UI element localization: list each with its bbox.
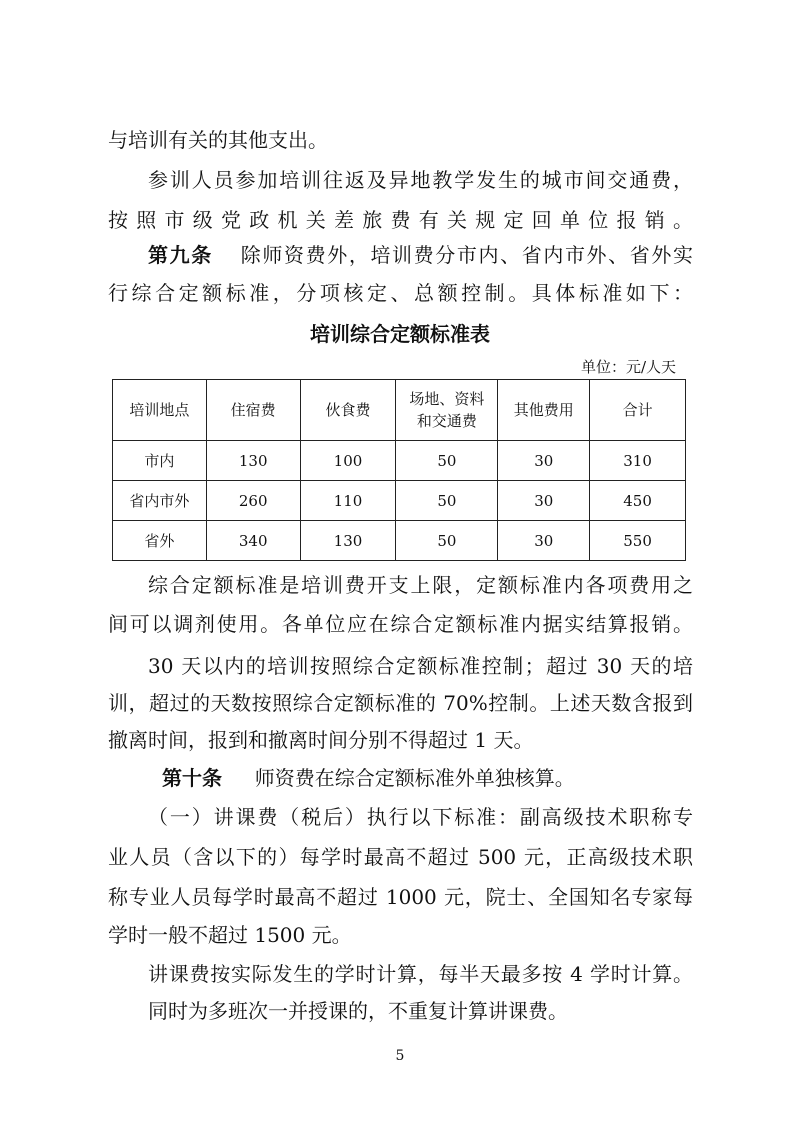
table-cell: 市内 (113, 441, 207, 481)
article-9-label: 第九条 (148, 243, 213, 267)
table-cell: 550 (590, 521, 686, 561)
text-line: 30 天以内的培训按照综合定额标准控制；超过 30 天的培 (148, 654, 693, 678)
text-line: 综合定额标准是培训费开支上限，定额标准内各项费用之 (148, 573, 693, 597)
table-cell: 110 (300, 481, 396, 521)
table-cell: 省内市外 (113, 481, 207, 521)
table-header-row (113, 380, 686, 441)
table-cell: 30 (498, 481, 590, 521)
text-line: 行综合定额标准，分项核定、总额控制。具体标准如下： (108, 281, 693, 305)
table-cell: 100 (300, 441, 396, 481)
table-cell: 省外 (113, 521, 207, 561)
table-title: 培训综合定额标准表 (310, 322, 490, 346)
text-span: 除师资费外，培训费分市内、省内市外、省外实 (240, 243, 694, 267)
table-cell: 340 (206, 521, 300, 561)
text-line: 间可以调剂使用。各单位应在综合定额标准内据实结算报销。 (108, 612, 693, 636)
table-row (113, 521, 686, 561)
text-line: 训，超过的天数按照综合定额标准的 70%控制。上述天数含报到 (108, 691, 693, 715)
text-line: （一）讲课费（税后）执行以下标准：副高级技术职称专 (148, 805, 693, 829)
text-line: 撤离时间，报到和撤离时间分别不得超过 1 天。 (108, 728, 534, 752)
column-header: 伙食费 (300, 380, 396, 441)
column-header: 合计 (590, 380, 686, 441)
column-header: 其他费用 (498, 380, 590, 441)
text-line: 按照市级党政机关差旅费有关规定回单位报销。 (108, 208, 693, 232)
table-cell: 30 (498, 521, 590, 561)
column-header: 培训地点 (113, 380, 207, 441)
text-line: 与培训有关的其他支出。 (108, 128, 328, 152)
article-9-line (148, 241, 693, 269)
text-line: 讲课费按实际发生的学时计算，每半天最多按 4 学时计算。 (148, 962, 693, 986)
table-row (113, 441, 686, 481)
text-line: 参训人员参加培训往返及异地教学发生的城市间交通费， (148, 168, 693, 192)
column-header (396, 380, 498, 441)
standards-table (112, 379, 686, 561)
column-header-text: 场地、资料和交通费 (409, 390, 485, 430)
table-cell: 50 (396, 521, 498, 561)
table-cell: 50 (396, 481, 498, 521)
table-unit: 单位：元/人天 (580, 358, 676, 376)
table-cell: 50 (396, 441, 498, 481)
table-cell: 130 (206, 441, 300, 481)
text-line: 同时为多班次一并授课的，不重复计算讲课费。 (148, 999, 568, 1023)
column-header: 住宿费 (206, 380, 300, 441)
article-10-line (162, 764, 692, 792)
table-cell: 130 (300, 521, 396, 561)
table-cell: 260 (206, 481, 300, 521)
text-line: 称专业人员每学时最高不超过 1000 元，院士、全国知名专家每 (108, 885, 693, 909)
table-cell: 30 (498, 441, 590, 481)
table-cell: 450 (590, 481, 686, 521)
table-row (113, 481, 686, 521)
text-line: 学时一般不超过 1500 元。 (108, 923, 352, 947)
table-cell: 310 (590, 441, 686, 481)
text-span: 师资费在综合定额标准外单独核算。 (254, 766, 575, 790)
text-line: 业人员（含以下的）每学时最高不超过 500 元，正高级技术职 (108, 845, 693, 869)
article-10-label: 第十条 (162, 766, 222, 790)
page-number: 5 (395, 1048, 405, 1064)
